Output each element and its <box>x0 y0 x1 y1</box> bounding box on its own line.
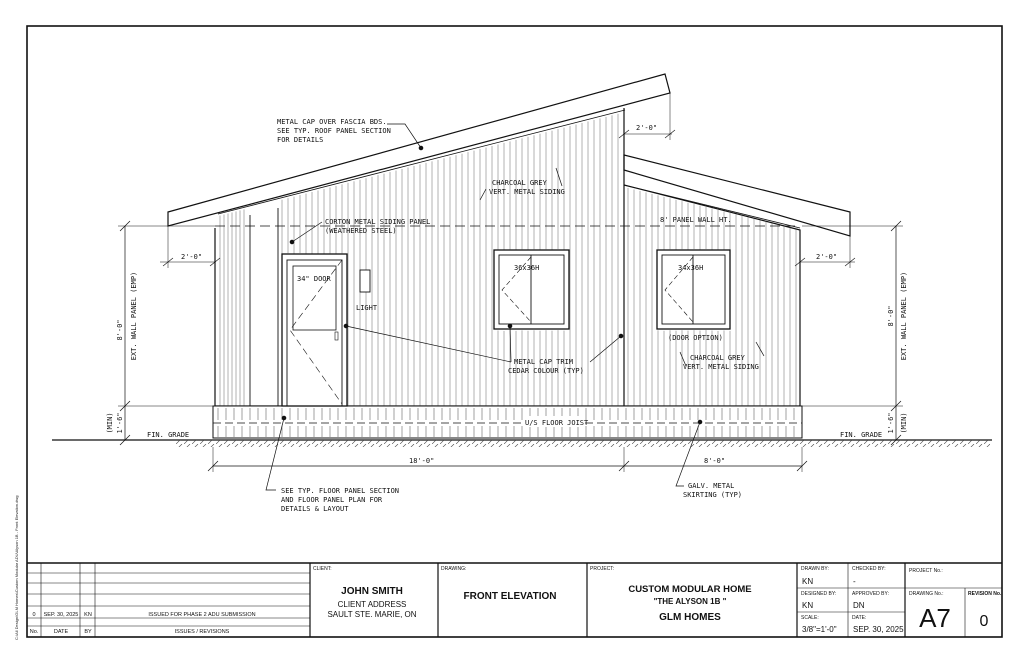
approved-by-label: APPROVED BY: <box>852 591 889 597</box>
project-label: PROJECT: <box>590 566 615 572</box>
checked-by-label: CHECKED BY: <box>852 566 886 572</box>
dim-text-floor-left: 1'-6" <box>116 412 124 434</box>
drawn-by-value: KN <box>802 577 814 586</box>
note-floor-panel-2: AND FLOOR PANEL PLAN FOR <box>281 496 383 504</box>
note-fin-grade-right: FIN. GRADE <box>840 431 883 439</box>
client-address: CLIENT ADDRESS <box>337 600 407 609</box>
rev-row-by: KN <box>84 612 92 618</box>
note-corton-1: CORTON METAL SIDING PANEL <box>325 218 431 226</box>
rev-header-date: DATE <box>53 629 69 635</box>
note-window-2: 34x36H <box>678 264 704 272</box>
note-trim-2: CEDAR COLOUR (TYP) <box>508 367 584 375</box>
revision-no-label: REVISION No. <box>968 591 1002 597</box>
front-elevation <box>52 74 992 490</box>
project-line-1: CUSTOM MODULAR HOME <box>628 584 752 595</box>
note-door: 34" DOOR <box>297 275 331 283</box>
drawing-title: FRONT ELEVATION <box>463 591 557 602</box>
approved-by-value: DN <box>853 601 865 610</box>
dim-text-floor-right: 1'-6" <box>887 412 895 434</box>
dim-text-width-main: 18'-0" <box>409 457 435 465</box>
note-trim-1: METAL CAP TRIM <box>514 358 574 366</box>
note-floor-joist: U/S FLOOR JOIST <box>525 419 589 427</box>
note-galv-1: GALV. METAL <box>688 482 735 490</box>
rev-header-no: No. <box>29 629 39 635</box>
drawing-label: DRAWING: <box>441 566 467 572</box>
rev-header-by: BY <box>84 629 92 635</box>
drawn-by-label: DRAWN BY: <box>801 566 829 572</box>
note-min-right: (MIN) <box>900 412 908 434</box>
leader-corton <box>292 222 322 242</box>
note-min-left: (MIN) <box>106 412 114 434</box>
dim-text-overhang-right: 2'-0" <box>816 253 838 261</box>
window-2-frame <box>657 250 730 329</box>
note-ext-wall-left: EXT. WALL PANEL (EMP) <box>130 271 138 361</box>
rev-row-date: SEP. 30, 2025 <box>43 612 79 618</box>
note-charcoal-lower-2: VERT. METAL SIDING <box>683 363 759 371</box>
project-line-2: "THE ALYSON 1B " <box>653 597 727 606</box>
client-label: CLIENT: <box>313 566 332 572</box>
note-panel-wall-ht: 8' PANEL WALL HT. <box>660 216 732 224</box>
title-block-text <box>30 566 1002 635</box>
note-charcoal-lower-1: CHARCOAL GREY <box>690 354 745 362</box>
note-galv-2: SKIRTING (TYP) <box>683 491 743 499</box>
note-metal-cap-1: METAL CAP OVER FASCIA BDS. <box>277 118 387 126</box>
date-label: DATE: <box>852 615 867 621</box>
leader-trim <box>346 326 511 362</box>
note-floor-panel-3: DETAILS & LAYOUT <box>281 505 349 513</box>
dim-text-wall-right: 8'-0" <box>887 305 895 327</box>
note-floor-panel-1: SEE TYP. FLOOR PANEL SECTION <box>281 487 400 495</box>
scale-value: 3/8"=1'-0" <box>802 625 837 634</box>
project-no-label: PROJECT No.: <box>909 568 943 574</box>
drawing-no-label: DRAWING No.: <box>909 591 944 597</box>
note-window-1: 36x36H <box>514 264 540 272</box>
wall-light <box>360 270 370 292</box>
dim-text-width-right: 8'-0" <box>704 457 726 465</box>
dim-text-overhang-left: 2'-0" <box>181 253 203 261</box>
note-corton-2: (WEATHERED STEEL) <box>325 227 397 235</box>
date-value: SEP. 30, 2025 <box>853 625 904 634</box>
note-charcoal-upper-2: VERT. METAL SIDING <box>489 188 565 196</box>
file-path-text: C:\All Design\GLM Homes\Custom Modular ADU\Alyson 1B - Front Elevation.dwg <box>14 495 19 640</box>
note-fin-grade-left: FIN. GRADE <box>147 431 190 439</box>
main-roof-fascia <box>168 74 670 226</box>
rev-row-desc: ISSUED FOR PHASE 2 ADU SUBMISSION <box>148 612 256 618</box>
checked-by-value: - <box>853 577 856 586</box>
designed-by-label: DESIGNED BY: <box>801 591 837 597</box>
note-light: LIGHT <box>356 304 378 312</box>
skirting <box>213 406 802 438</box>
scale-label: SCALE: <box>801 615 819 621</box>
client-name: JOHN SMITH <box>341 586 403 597</box>
note-metal-cap-2: SEE TYP. ROOF PANEL SECTION <box>277 127 391 135</box>
note-door-option: (DOOR OPTION) <box>668 334 723 342</box>
project-line-3: GLM HOMES <box>659 612 721 623</box>
drawing-no-value: A7 <box>919 603 951 633</box>
rev-row-no: 0 <box>32 612 36 618</box>
window-1-frame <box>494 250 569 329</box>
designed-by-value: KN <box>802 601 814 610</box>
dim-text-overhang-top: 2'-0" <box>636 124 658 132</box>
dim-text-wall-left: 8'-0" <box>116 319 124 341</box>
leader-charcoal-upper <box>480 189 486 200</box>
note-metal-cap-3: FOR DETAILS <box>277 136 324 144</box>
grade-hatch <box>175 440 990 447</box>
rev-header-desc: ISSUES / REVISIONS <box>174 629 230 635</box>
client-city: SAULT STE. MARIE, ON <box>327 610 417 619</box>
note-ext-wall-right: EXT. WALL PANEL (EMP) <box>900 271 908 361</box>
note-charcoal-upper-1: CHARCOAL GREY <box>492 179 547 187</box>
revision-no-value: 0 <box>979 613 989 630</box>
